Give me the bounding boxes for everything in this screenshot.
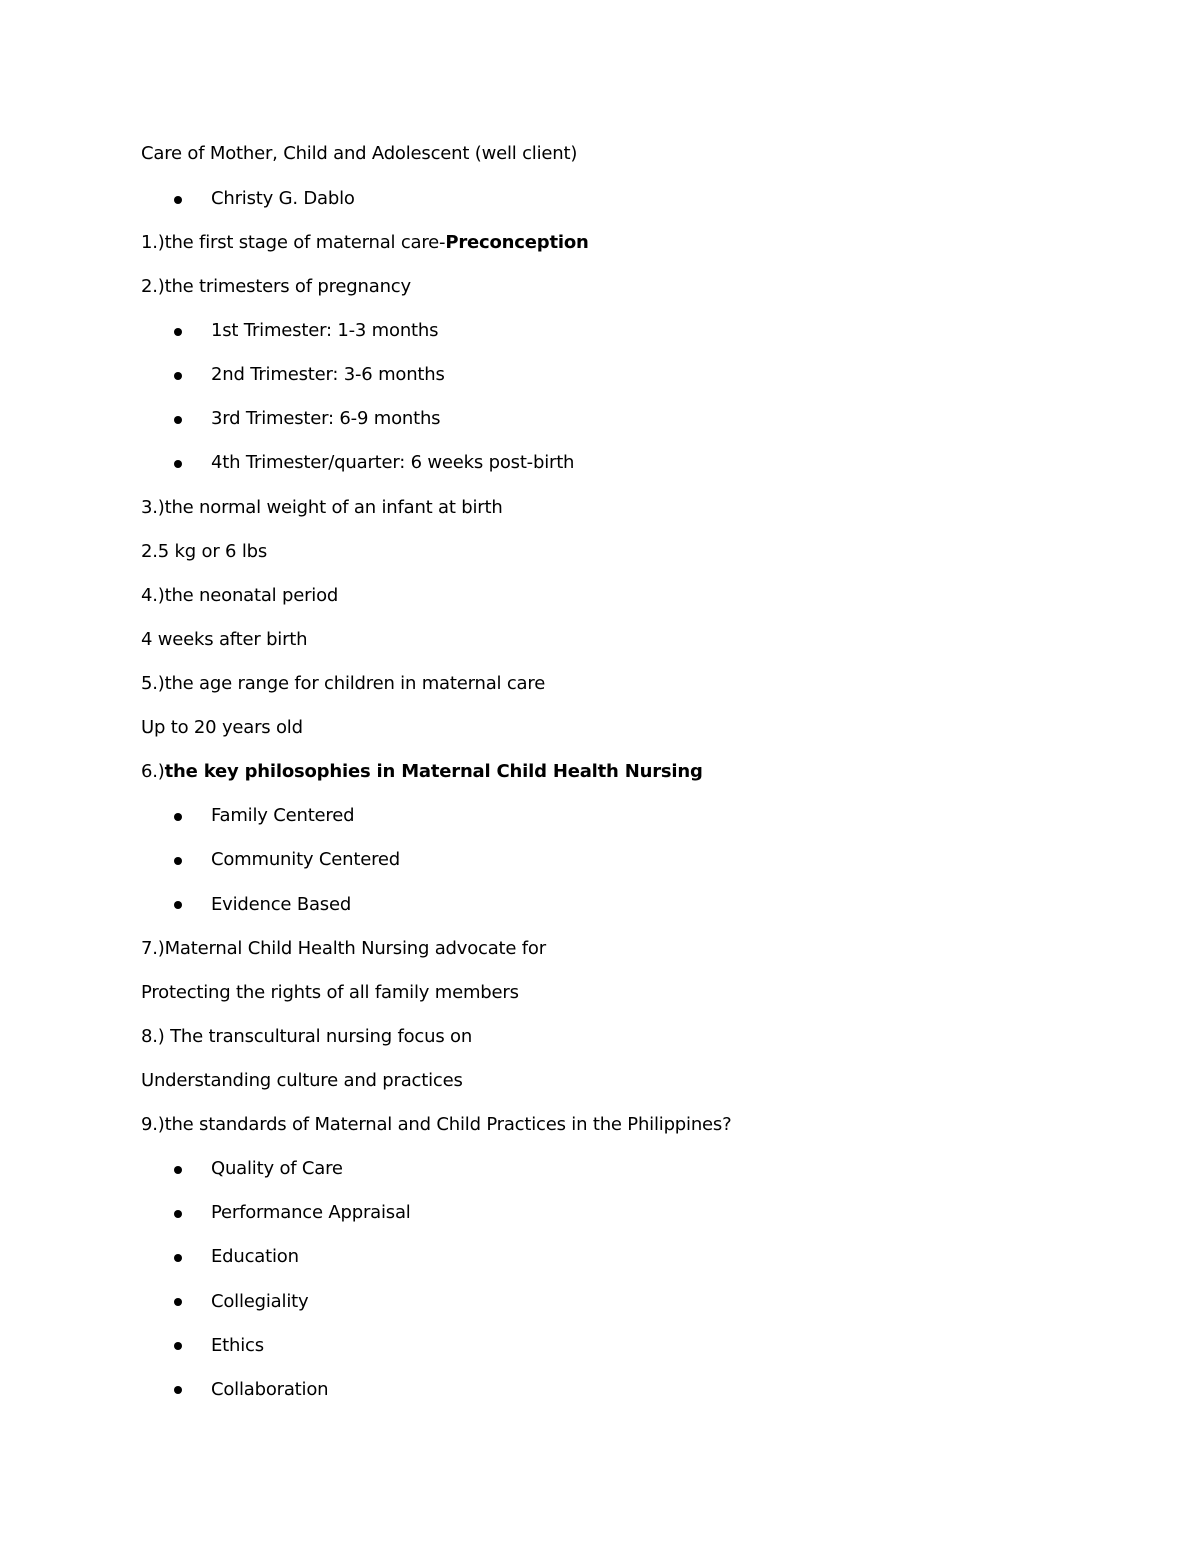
list-item: Evidence Based — [211, 894, 352, 915]
list-item: 2nd Trimester: 3-6 months — [211, 364, 445, 385]
list-item: Collegiality — [211, 1291, 309, 1312]
bullet-icon — [174, 328, 182, 336]
answer-4: 4 weeks after birth — [141, 629, 308, 650]
question-6 — [141, 761, 703, 783]
question-5: 5.)the age range for children in maternal care — [141, 673, 546, 694]
bullet-icon — [174, 1210, 182, 1218]
bullet-icon — [174, 416, 182, 424]
document-title: Care of Mother, Child and Adolescent (well client) — [141, 143, 578, 164]
bullet-icon — [174, 196, 182, 204]
list-item: Ethics — [211, 1335, 264, 1356]
answer-7: Protecting the rights of all family members — [141, 982, 519, 1003]
list-item: 3rd Trimester: 6-9 months — [211, 408, 441, 429]
list-item: Quality of Care — [211, 1158, 343, 1179]
list-item: Education — [211, 1246, 299, 1267]
bullet-icon — [174, 857, 182, 865]
list-item: 4th Trimester/quarter: 6 weeks post-birth — [211, 452, 575, 473]
list-item: Collaboration — [211, 1379, 329, 1400]
author-name: Christy G. Dablo — [211, 188, 355, 209]
question-4: 4.)the neonatal period — [141, 585, 339, 606]
question-1-answer: Preconception — [445, 232, 589, 253]
bullet-icon — [174, 1298, 182, 1306]
bullet-icon — [174, 1166, 182, 1174]
question-6-text: the key philosophies in Maternal Child Health Nursing — [164, 761, 703, 782]
question-6-number: 6.) — [141, 761, 165, 782]
bullet-icon — [174, 1342, 182, 1350]
bullet-icon — [174, 901, 182, 909]
bullet-icon — [174, 372, 182, 380]
question-8: 8.) The transcultural nursing focus on — [141, 1026, 473, 1047]
bullet-icon — [174, 460, 182, 468]
answer-5: Up to 20 years old — [141, 717, 303, 738]
question-2: 2.)the trimesters of pregnancy — [141, 276, 411, 297]
question-3: 3.)the normal weight of an infant at birth — [141, 497, 503, 518]
answer-3: 2.5 kg or 6 lbs — [141, 541, 268, 562]
answer-8: Understanding culture and practices — [141, 1070, 463, 1091]
question-1-text: 1.)the first stage of maternal care- — [141, 232, 446, 253]
bullet-icon — [174, 813, 182, 821]
question-7: 7.)Maternal Child Health Nursing advocate for — [141, 938, 546, 959]
question-1 — [141, 232, 589, 254]
list-item: Community Centered — [211, 849, 400, 870]
list-item: Performance Appraisal — [211, 1202, 411, 1223]
list-item: Family Centered — [211, 805, 355, 826]
bullet-icon — [174, 1386, 182, 1394]
question-9: 9.)the standards of Maternal and Child Practices in the Philippines? — [141, 1114, 732, 1135]
bullet-icon — [174, 1254, 182, 1262]
list-item: 1st Trimester: 1-3 months — [211, 320, 439, 341]
